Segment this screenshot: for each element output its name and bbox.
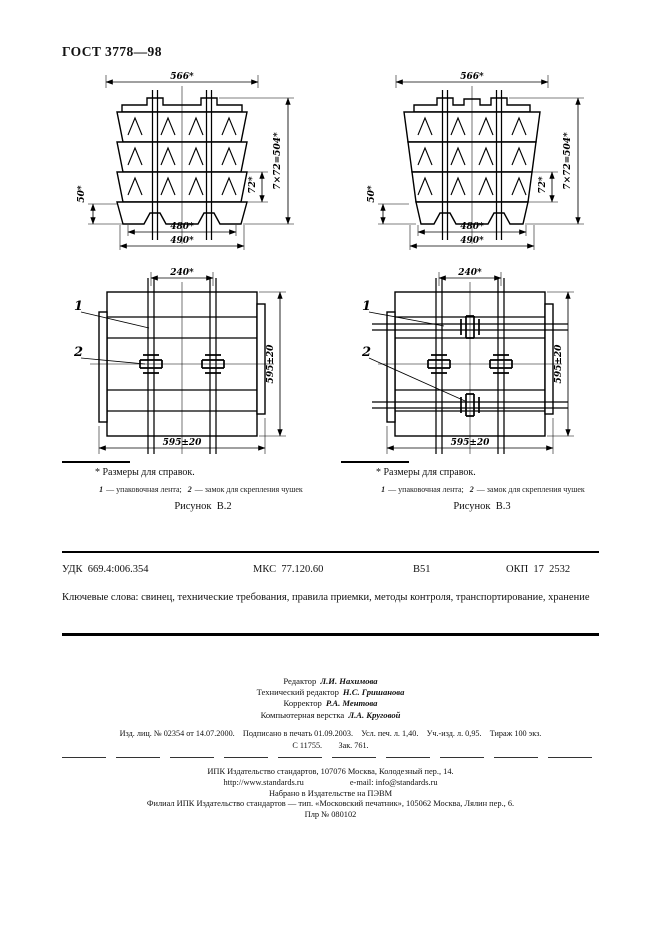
side-board-left (99, 312, 107, 422)
branch-address: Филиал ИПК Издательство стандартов — тип. «Московский печатник», 105062 Москва, Лялин пер., 6. (146, 799, 515, 809)
editor-role: Технический редактор (256, 687, 339, 698)
package-plan (90, 278, 274, 454)
editor-name: Р.А. Ментова (325, 698, 378, 709)
dim-plan-bottom: 595±20 (450, 438, 490, 448)
footnote-left: * Размеры для справок. (95, 467, 195, 478)
legend-pos-2: 2 (469, 485, 474, 494)
publisher-contacts (62, 778, 599, 789)
editor-name: Н.С. Гришанова (342, 687, 405, 698)
figure-b3-elevation-drawing (352, 72, 612, 264)
legend-left (58, 485, 344, 494)
editor-name: Л.И. Нахимова (320, 676, 378, 686)
separator-rule-top (62, 551, 599, 553)
footnote-rule-right (341, 461, 409, 463)
dim-row-height: 72* (248, 176, 258, 194)
figure-b2-elevation-drawing (62, 72, 322, 264)
callout-1: 1 (74, 299, 84, 314)
legend-pos-2: 2 (187, 485, 192, 494)
publisher-email[interactable]: e-mail: info@standards.ru (349, 777, 438, 787)
legend-text-2: — замок для скрепления чушек (476, 485, 585, 494)
footnote-right: * Размеры для справок. (376, 467, 476, 478)
callout-1: 1 (362, 299, 372, 314)
classification-row (0, 564, 661, 578)
dim-width-top: 566* (460, 72, 484, 82)
legend-text-1: — упаковочная лента; (388, 485, 464, 494)
typeset-note: Набрано в Издательстве на ПЭВМ (268, 788, 393, 798)
editor-role: Редактор (283, 676, 317, 686)
editor-line (62, 698, 599, 709)
legend-text-2: — замок для скрепления чушек (194, 485, 303, 494)
publisher-website[interactable]: http://www.standards.ru (223, 777, 304, 787)
side-board-right (257, 304, 265, 414)
editor-role: Компьютерная верстка (260, 709, 345, 720)
side-board-right (545, 304, 553, 414)
dim-width-bottom-inner: 480* (460, 222, 484, 232)
mks-code: МКС 77.120.60 (253, 564, 324, 575)
callout-2: 2 (362, 345, 372, 360)
legend-right (340, 485, 626, 494)
legend-pos-1: 1 (381, 485, 386, 494)
callout-2: 2 (74, 345, 84, 360)
publisher-address: ИПК Издательство стандартов, 107076 Москва, Колодезный пер., 14. (207, 767, 454, 776)
footnote-rule-left (62, 461, 130, 463)
dim-plan-side: 595±20 (266, 344, 276, 384)
figure-b3-plan-drawing (350, 268, 590, 464)
dim-width-bottom-inner: 480* (170, 222, 194, 232)
figure-b2-plan-drawing (62, 268, 302, 464)
editor-line (62, 710, 599, 721)
editor-line (62, 687, 599, 698)
dim-row-height: 72* (538, 176, 548, 194)
package-body (117, 86, 247, 244)
editor-role: Корректор (283, 698, 322, 709)
group-code: В51 (413, 564, 431, 575)
dim-plan-bottom: 595±20 (162, 438, 202, 448)
publisher-block (62, 767, 599, 821)
package-body (404, 86, 540, 244)
print-info-line-2: С 11755. Зак. 761. (292, 741, 369, 750)
dim-height-total: 7×72=504* (563, 132, 573, 190)
okp-code: ОКП 17 2532 (506, 564, 571, 575)
package-plan (372, 278, 568, 454)
dashed-separator (62, 757, 599, 758)
dim-plan-side: 595±20 (554, 344, 564, 384)
dim-width-bottom-outer: 490* (460, 236, 484, 246)
dim-width-bottom-outer: 490* (170, 236, 194, 246)
dim-height-small: 50* (367, 185, 377, 203)
dim-width-top: 566* (170, 72, 194, 82)
license-number: Плр № 080102 (304, 810, 357, 820)
dim-strap-spacing: 240* (170, 268, 194, 278)
figure-b3-caption: Рисунок В.3 (453, 501, 511, 512)
print-info-line: Изд. лиц. № 02354 от 14.07.2000. Подписано в печать 01.09.2003. Усл. печ. л. 1,40. Уч.-изд. л. 0,95. Тираж 100 экз. (119, 729, 542, 738)
figure-b2-caption: Рисунок В.2 (174, 501, 232, 512)
dim-strap-spacing: 240* (458, 268, 482, 278)
dim-height-small: 50* (77, 185, 87, 203)
dim-height-total: 7×72=504* (273, 132, 283, 190)
editor-name: Л.А. Круговой (348, 709, 401, 720)
editors-block (62, 676, 599, 721)
doc-number: ГОСТ 3778—98 (62, 44, 162, 59)
separator-rule-bold (62, 633, 599, 636)
editor-line (62, 676, 599, 687)
keywords: Ключевые слова: свинец, технические требования, правила приемки, методы контроля, транспортирование, хранение (62, 592, 590, 603)
udk-code: УДК 669.4:006.354 (62, 564, 149, 575)
legend-pos-1: 1 (99, 485, 104, 494)
legend-text-1: — упаковочная лента; (106, 485, 182, 494)
